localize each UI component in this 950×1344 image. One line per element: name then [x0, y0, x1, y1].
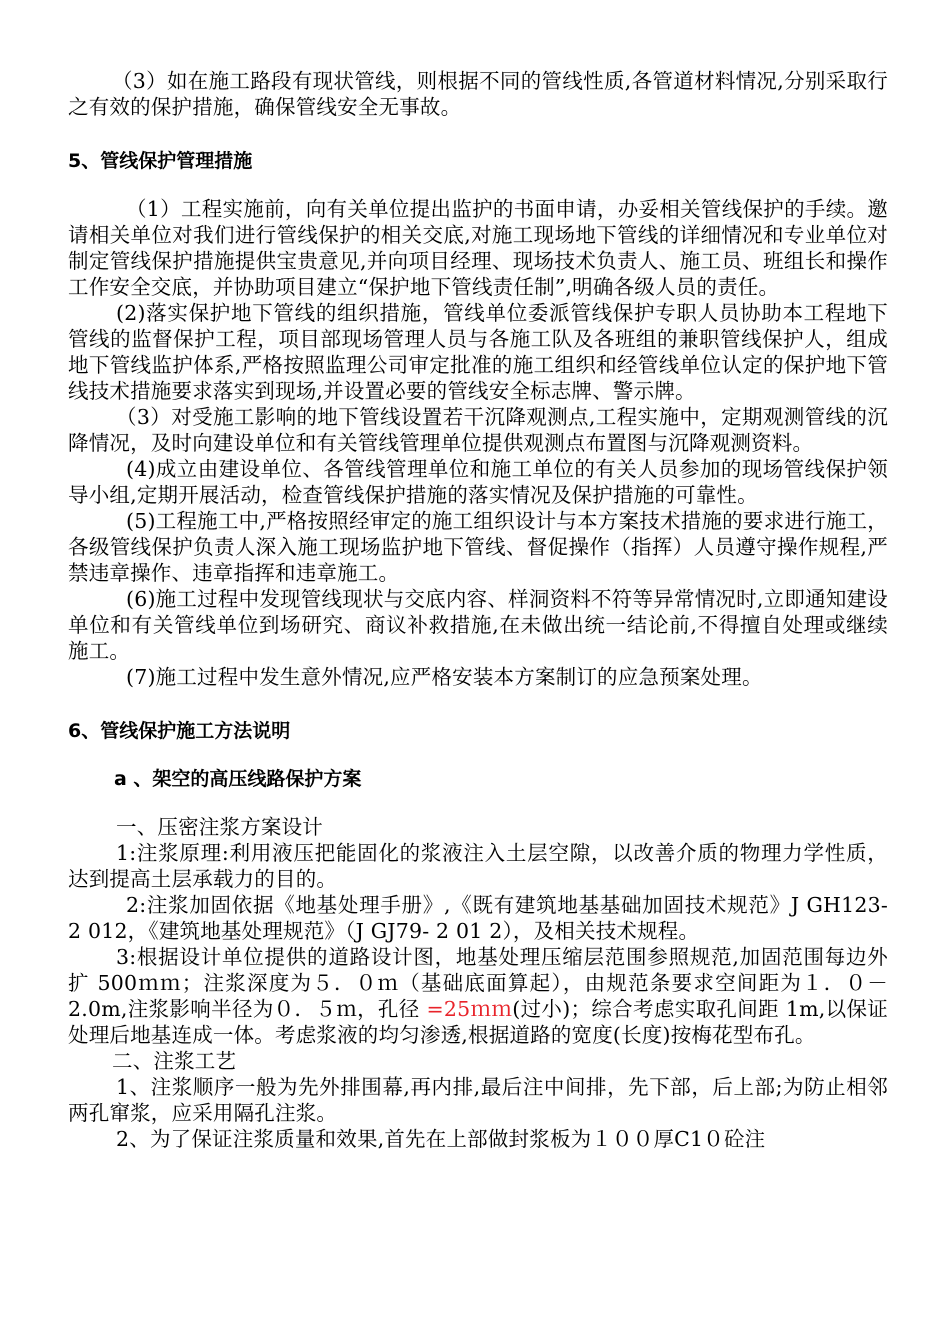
subsection-heading-a: a 、架空的高压线路保护方案 [114, 768, 362, 790]
step-2-grouting-quality: 2、为了保证注浆质量和效果,首先在上部做封浆板为１００厚C1０砼注 [116, 1127, 766, 1151]
paragraph-5-2: (2)落实保护地下管线的组织措施，管线单位委派管线保护专职人员协助本工程地下管线的监督保护工程，项目部现场管理人员与各施工队及各班组的兼职管线保护人，组成地下管线监护体系,严格按照监理公司审定批准的施工组织和经管线单位认定的保护地下管线技术措施要求落实到现场,并设置必要的管线安全标志牌、警示牌。 [68, 301, 888, 403]
item-3-text-after: (过小)；综合考虑实取孔间距 1m,以保证处理后地基连成一体。考虑浆液的均匀渗透,根据道路的宽度(长度)按梅花型布孔。 [68, 997, 888, 1047]
part-2-title: 二、注浆工艺 [112, 1049, 237, 1073]
item-2-grouting-basis: 2:注浆加固依据《地基处理手册》,《既有建筑地基基础加固技术规范》J GH123- 2 012，《建筑地基处理规范》（J GJ79- 2 01 2），及相关技术规程。 [68, 893, 888, 943]
paragraph-5-3: （3）对受施工影响的地下管线设置若干沉降观测点,工程实施中，定期观测管线的沉降情况，及时向建设单位和有关管线管理单位提供观测点布置图与沉降观测资料。 [68, 405, 888, 455]
document-page [68, 68, 888, 1152]
item-1-grouting-principle: 1:注浆原理:利用液压把能固化的浆液注入土层空隙，以改善介质的物理力学性质，达到提高土层承载力的目的。 [68, 841, 888, 891]
paragraph-5-5: (5)工程施工中,严格按照经审定的施工组织设计与本方案技术措施的要求进行施工，各级管线保护负责人深入施工现场监护地下管线、督促操作（指挥）人员遵守操作规程,严禁违章操作、违章指挥和违章施工。 [68, 509, 888, 585]
section-heading-6: 6、管线保护施工方法说明 [68, 720, 291, 742]
paragraph-pipeline-protection-measures: （3）如在施工路段有现状管线，则根据不同的管线性质,各管道材料情况,分别采取行之有效的保护措施，确保管线安全无事故。 [68, 69, 888, 119]
section-heading-5: 5、管线保护管理措施 [68, 150, 253, 172]
paragraph-5-7: (7)施工过程中发生意外情况,应严格安装本方案制订的应急预案处理。 [126, 665, 763, 689]
paragraph-5-6: (6)施工过程中发现管线现状与交底内容、样洞资料不符等异常情况时,立即通知建设单位和有关管线单位到场研究、商议补救措施,在未做出统一结论前,不得擅自处理或继续施工。 [68, 587, 888, 663]
paragraph-5-1: （1）工程实施前，向有关单位提出监护的书面申请，办妥相关管线保护的手续。邀请相关单位对我们进行管线保护的相关交底,对施工现场地下管线的详细情况和专业单位对制定管线保护措施提供宝贵意见,并向项目经理、现场技术负责人、施工员、班组长和操作工作安全交底，并协助项目建立“保护地下管线责任制”,明确各级人员的责任。 [68, 197, 888, 299]
hole-diameter-highlight: =25ｍｍ [426, 997, 513, 1021]
step-1-grouting-sequence: 1、注浆顺序一般为先外排围幕,再内排,最后注中间排，先下部，后上部;为防止相邻两孔窜浆，应采用隔孔注浆。 [68, 1075, 888, 1125]
item-3-grouting-design [68, 944, 888, 1048]
part-1-title: 一、压密注浆方案设计 [116, 815, 323, 839]
item-3-text-before: 3:根据设计单位提供的道路设计图，地基处理压缩层范围参照规范,加固范围每边外扩 500ｍｍ；注浆深度为５．０ｍ（基础底面算起），由规范条要求空间距为１．０－2.0m,注浆影响半径为０．５ｍ，孔径 [68, 945, 888, 1021]
paragraph-5-4: (4)成立由建设单位、各管线管理单位和施工单位的有关人员参加的现场管线保护领导小组,定期开展活动，检查管线保护措施的落实情况及保护措施的可靠性。 [68, 457, 888, 507]
